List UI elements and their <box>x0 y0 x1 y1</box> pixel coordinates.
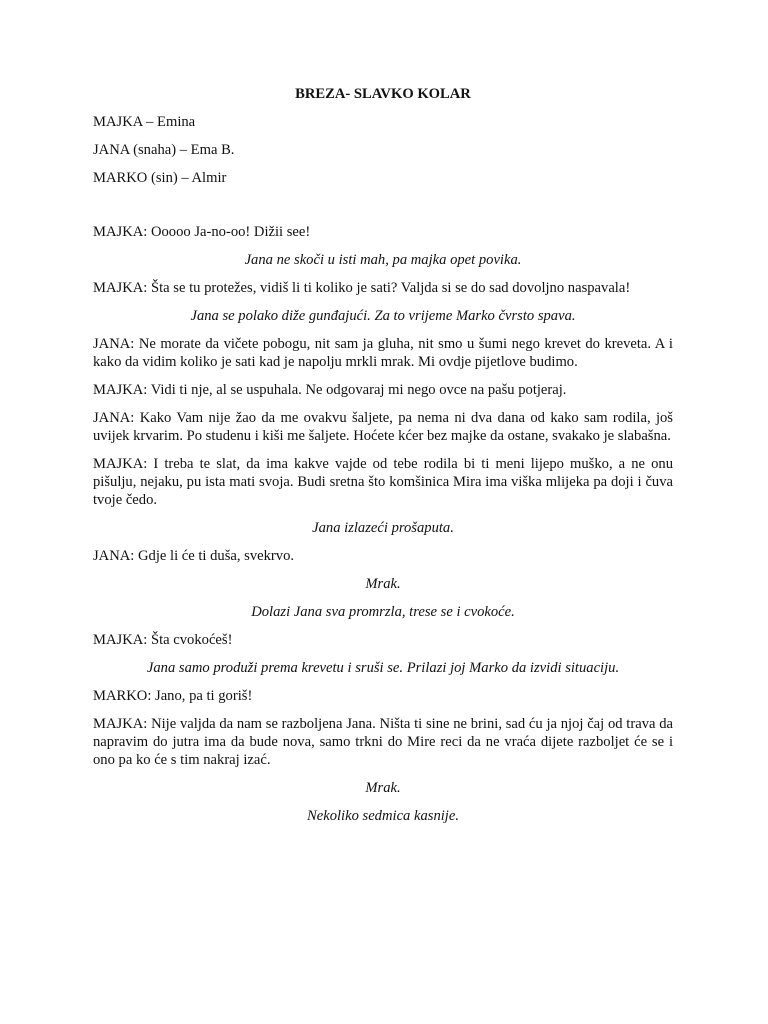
stage-direction: Dolazi Jana sva promrzla, trese se i cvokoće. <box>251 604 515 620</box>
dialogue-line: MAJKA: Vidi ti nje, al se uspuhala. Ne odgovaraj mi nego ovce na pašu potjeraj. <box>93 382 567 398</box>
section-spacer <box>93 197 673 223</box>
document-page <box>93 85 673 835</box>
cast-entry: JANA (snaha) – Ema B. <box>93 142 235 158</box>
stage-direction: Mrak. <box>365 780 401 796</box>
dialogue-line: JANA: Kako Vam nije žao da me ovakvu šaljete, pa nema ni dva dana od kako sam rodila, još uvijek krvarim. Po studenu i kiši me šaljete. Hoćete kćer bez majke da ostane, svakako je slabašna. <box>93 410 673 444</box>
dialogue-line: MAJKA: Šta cvokoćeš! <box>93 632 233 648</box>
script-body <box>93 223 673 825</box>
stage-direction: Jana samo produži prema krevetu i sruši se. Prilazi joj Marko da izvidi situaciju. <box>146 660 620 676</box>
dialogue-line: JANA: Ne morate da vičete pobogu, nit sam ja gluha, nit smo u šumi nego krevet do kreveta. A i kako da vidim koliko je sati kad je napolju mrkli mrak. Mi ovdje pijetlove budimo. <box>93 336 673 370</box>
dialogue-line: MAJKA: I treba te slat, da ima kakve vajde od tebe rodila bi ti meni lijepo muško, a ne onu pišulju, nejaku, pu ista mati svoja. Budi sretna što komšinica Mira ima viška mlijeka pa doji i čuva tvoje čedo. <box>93 456 673 508</box>
stage-direction: Jana izlazeći prošaputa. <box>312 520 454 536</box>
stage-direction: Jana ne skoči u isti mah, pa majka opet povika. <box>244 252 522 268</box>
dialogue-line: MARKO: Jano, pa ti goriš! <box>93 688 253 704</box>
stage-direction: Mrak. <box>365 576 401 592</box>
dialogue-line: JANA: Gdje li će ti duša, svekrvo. <box>93 548 295 564</box>
dialogue-line: MAJKA: Šta se tu protežes, vidiš li ti koliko je sati? Valjda si se do sad dovoljno naspavala! <box>93 280 631 296</box>
cast-entry: MARKO (sin) – Almir <box>93 170 227 186</box>
stage-direction: Jana se polako diže gunđajući. Za to vrijeme Marko čvrsto spava. <box>190 308 576 324</box>
document-title: BREZA- SLAVKO KOLAR <box>295 86 471 102</box>
stage-direction: Nekoliko sedmica kasnije. <box>307 808 459 824</box>
cast-entry: MAJKA – Emina <box>93 114 196 130</box>
dialogue-line: MAJKA: Ooooo Ja-no-oo! Dižii see! <box>93 224 311 240</box>
dialogue-line: MAJKA: Nije valjda da nam se razboljena Jana. Ništa ti sine ne brini, sad ću ja njoj čaj od trava da napravim do jutra ima da bude nova, samo trkni do Mire reci da ne vraća dijete razboljet će se i ono pa ko će s tim nakraj izać. <box>93 716 673 768</box>
